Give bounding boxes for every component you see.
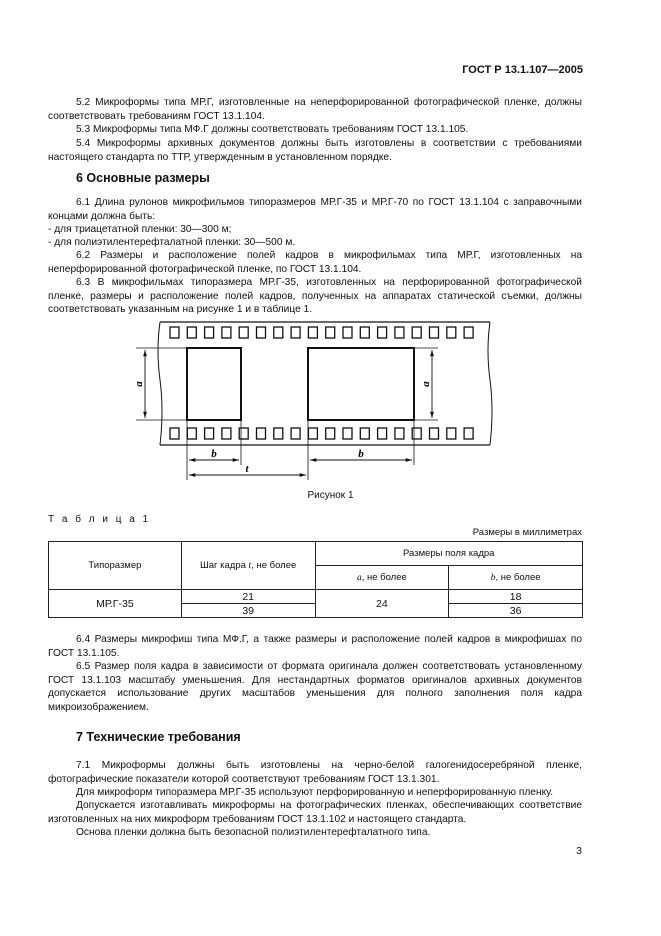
perforation-hole — [291, 428, 300, 439]
perforation-hole — [308, 327, 317, 338]
cell-b2: 36 — [449, 604, 583, 618]
paragraph-5-3: 5.3 Микроформы типа МФ.Г должны соответствовать требованиям ГОСТ 13.1.105. — [76, 124, 469, 135]
paragraph-6-3: 6.3 В микрофильмах типоразмера МР.Г-35, изготовленных на перфорированной фотографической пленке, размеры и расположение полей кадров, полученных на аппаратах статической съемки, должны соответствовать указанным на рисунке 1 и в таблице 1. — [48, 277, 582, 316]
perforation-hole — [170, 428, 179, 439]
perforation-hole — [205, 327, 214, 338]
cell-t1: 21 — [181, 590, 315, 604]
perforation-hole — [447, 428, 456, 439]
paragraph-5-2: 5.2 Микроформы типа МР.Г, изготовленные на неперфорированной фотографической пленке, должны соответствовать требованиям ГОСТ 13.1.104. — [48, 97, 582, 122]
paragraph-7-1-d: Основа пленки должна быть безопасной полиэтилентерефталатного типа. — [76, 827, 431, 838]
figure-caption: Рисунок 1 — [307, 490, 354, 501]
perforation-hole — [378, 428, 387, 439]
header-a: a, не более — [315, 566, 449, 590]
perforation-hole — [187, 428, 196, 439]
perforation-hole — [430, 327, 439, 338]
perforation-hole — [291, 327, 300, 338]
paragraph-7-1-b: Для микроформ типоразмера МР.Г-35 используют перфорированную и неперфорированную пленку. — [76, 787, 554, 798]
cell-type: МР.Г-35 — [49, 590, 182, 618]
paragraph-6-2: 6.2 Размеры и расположение полей кадров в микрофильмах типа МР.Г, изготовленных на неперфорированной фотографической пленке, по ГОСТ 13.1.104. — [48, 250, 582, 275]
cell-b1: 18 — [449, 590, 583, 604]
paragraph-7-1: 7.1 Микроформы должны быть изготовлены на черно-белой галогенидосеребряной пленке, фотографические показатели которой соответствуют требованиям ГОСТ 13.1.301. — [48, 760, 582, 785]
perforation-hole — [326, 327, 335, 338]
dimension-b-left: b — [211, 448, 217, 460]
cell-a: 24 — [315, 590, 449, 618]
frame-field-1 — [187, 348, 241, 420]
header-field: Размеры поля кадра — [315, 542, 582, 566]
perforation-hole — [378, 327, 387, 338]
perforation-hole — [274, 327, 283, 338]
section-6-title: 6 Основные размеры — [76, 171, 210, 185]
header-b: b, не более — [449, 566, 583, 590]
perforation-hole — [343, 327, 352, 338]
perforation-hole — [360, 327, 369, 338]
perforation-hole — [326, 428, 335, 439]
paragraph-7-1-c: Допускается изготавливать микроформы на фотографических пленках, обеспечивающих соответствие изготовленных на них микроформ требованиям ГОСТ 13.1.102 и настоящего стандарта. — [48, 800, 582, 825]
perforation-hole — [343, 428, 352, 439]
paragraph-6-1-item-2: - для полиэтилентерефталатной пленки: 30—500 м. — [48, 237, 296, 248]
perforation-hole — [447, 327, 456, 338]
perforation-hole — [412, 428, 421, 439]
perforation-hole — [257, 428, 266, 439]
dimension-b-right: b — [358, 448, 364, 460]
paragraph-6-5: 6.5 Размер поля кадра в зависимости от формата оригинала должен соответствовать установленному ГОСТ 13.1.103 масштабу уменьшения. Для нестандартных форматов оригиналов архивных документов допускается использование других масштабов уменьшения для полного заполнения поля кадра микроизображением. — [48, 661, 582, 713]
perforation-hole — [395, 327, 404, 338]
perforation-hole — [464, 428, 473, 439]
perforation-hole — [170, 327, 179, 338]
dimension-a-right: a — [420, 381, 432, 387]
frame-field-2 — [308, 348, 414, 420]
section-7-title: 7 Технические требования — [76, 730, 241, 744]
table-units: Размеры в миллиметрах — [472, 527, 582, 538]
header-type: Типоразмер — [49, 542, 182, 590]
perforation-hole — [222, 327, 231, 338]
table-caption: Т а б л и ц а 1 — [48, 514, 151, 525]
perforation-hole — [308, 428, 317, 439]
paragraph-6-1-item-1: - для триацетатной пленки: 30—300 м; — [48, 224, 232, 235]
perforation-hole — [222, 428, 231, 439]
perforation-hole — [239, 428, 248, 439]
cell-t2: 39 — [181, 604, 315, 618]
perforation-hole — [257, 327, 266, 338]
page-number: 3 — [576, 845, 582, 857]
paragraph-6-4: 6.4 Размеры микрофиш типа МФ.Г, а также размеры и расположение полей кадров в микрофишах по ГОСТ 13.1.105. — [48, 634, 582, 659]
paragraph-6-1: 6.1 Длина рулонов микрофильмов типоразмеров МР.Г-35 и МР.Г-70 по ГОСТ 13.1.104 с заправочными концами должна быть: — [48, 197, 582, 222]
dimension-t: t — [245, 463, 249, 475]
header-step: Шаг кадра t, не более — [181, 542, 315, 590]
perforation-hole — [395, 428, 404, 439]
perforation-hole — [239, 327, 248, 338]
perforation-hole — [464, 327, 473, 338]
perforation-hole — [205, 428, 214, 439]
table-row — [49, 590, 583, 604]
perforation-hole — [412, 327, 421, 338]
perforation-hole — [274, 428, 283, 439]
perforation-hole — [430, 428, 439, 439]
dimension-a-left: a — [133, 381, 145, 387]
table-1 — [48, 541, 583, 618]
paragraph-5-4: 5.4 Микроформы архивных документов должны быть изготовлены в соответствии с требованиями настоящего стандарта по ТТР, утвержденным в установленном порядке. — [48, 138, 582, 163]
document-header: ГОСТ Р 13.1.107—2005 — [462, 64, 583, 76]
perforation-hole — [187, 327, 196, 338]
perforation-hole — [360, 428, 369, 439]
